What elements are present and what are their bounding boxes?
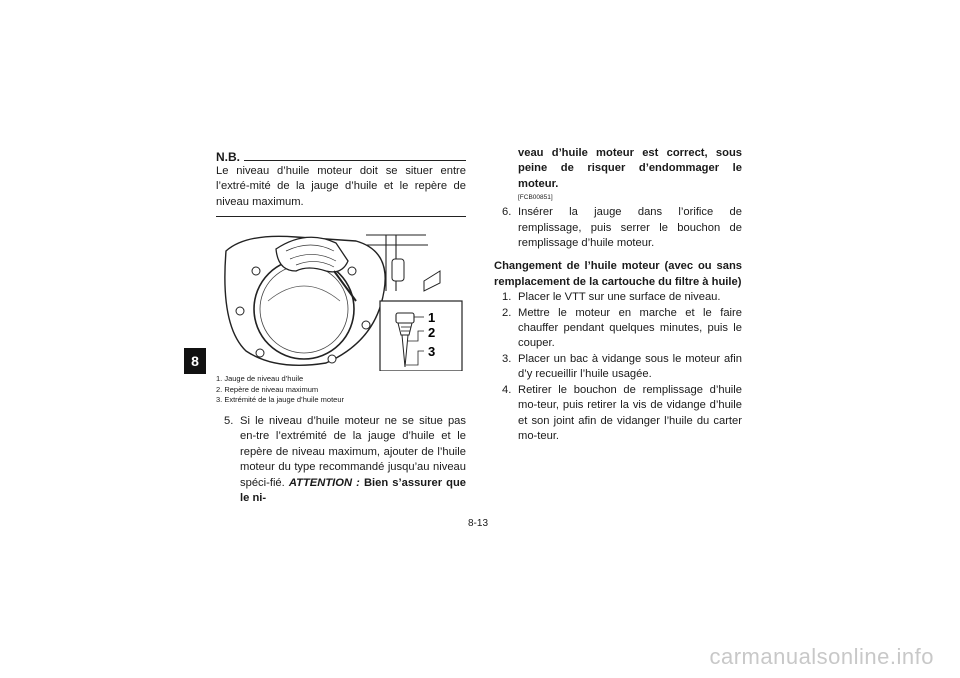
figure-captions	[216, 374, 466, 406]
note-box	[216, 150, 466, 217]
section-step-1-text: Placer le VTT sur une surface de niveau.	[518, 291, 721, 304]
section-step-2	[494, 306, 742, 352]
caption-2: 2. Repère de niveau maximum	[216, 384, 319, 394]
chapter-tab: 8	[184, 348, 206, 374]
section-step-2-number: 2.	[502, 306, 512, 319]
right-column	[494, 146, 742, 444]
note-heading	[216, 150, 466, 164]
section-step-3-number: 3.	[502, 352, 512, 365]
section-step-4-number: 4.	[502, 383, 512, 396]
page-number: 8-13	[468, 518, 489, 529]
step-6-number: 6.	[502, 206, 512, 219]
step-5	[216, 414, 466, 506]
note-text: Le niveau d’huile moteur doit se situer entre l’extré-mité de la jauge d’huile et le repère de niveau maximum.	[216, 165, 466, 208]
attention-label: ATTENTION :	[288, 476, 360, 489]
note-heading-rule	[244, 160, 466, 161]
watermark: carmanualsonline.info	[709, 644, 934, 669]
section-step-3	[494, 352, 742, 383]
section-step-2-text: Mettre le moteur en marche et le faire chauffer pendant quelques minutes, puis le couper.	[518, 306, 742, 350]
callout-1: 1	[428, 310, 436, 326]
section-step-4	[494, 383, 742, 445]
step-5-body: Si le niveau d’huile moteur ne se situe pas en-tre l’extrémité de la jauge d’huile et le repère de niveau maximum, ajouter de l’huile moteur du type recommandé jusqu’au niveau spéci-fié.	[240, 415, 466, 489]
attention-text-start: Bien s’assurer que le ni-	[240, 476, 467, 505]
section-step-1-number: 1.	[502, 291, 512, 304]
step-5-text	[240, 414, 466, 506]
note-heading-label: N.B.	[216, 150, 240, 164]
section-step-3-text: Placer un bac à vidange sous le moteur afin d’y recueillir l’huile usagée.	[518, 352, 742, 381]
step-6-text: Insérer la jauge dans l’orifice de remplissage, puis serrer le bouchon de remplissage d’huile moteur.	[518, 206, 742, 250]
attention-continuation: veau d’huile moteur est correct, sous peine de risquer d’endommager le moteur.	[518, 147, 742, 190]
section-step-4-text: Retirer le bouchon de remplissage d’huile mo-teur, puis retirer la vis de vidange d’huile et son joint afin de vidanger l’huile du carter mo-teur.	[518, 383, 742, 442]
section-step-1	[494, 290, 742, 305]
dipstick-figure	[216, 231, 464, 371]
left-column	[216, 150, 466, 506]
caption-3: 3. Extrémité de la jauge d’huile moteur	[216, 395, 344, 405]
callout-2: 2	[428, 325, 436, 341]
step-5-number: 5.	[224, 415, 234, 427]
step-6	[494, 205, 742, 251]
section-heading: Changement de l’huile moteur (avec ou sans remplacement de la cartouche du filtre à huile)	[494, 260, 742, 288]
caption-1: 1. Jauge de niveau d’huile	[216, 374, 304, 384]
callout-3: 3	[428, 344, 436, 360]
engine-illustration	[216, 231, 464, 371]
warning-code: [FCB00851]	[518, 194, 553, 202]
